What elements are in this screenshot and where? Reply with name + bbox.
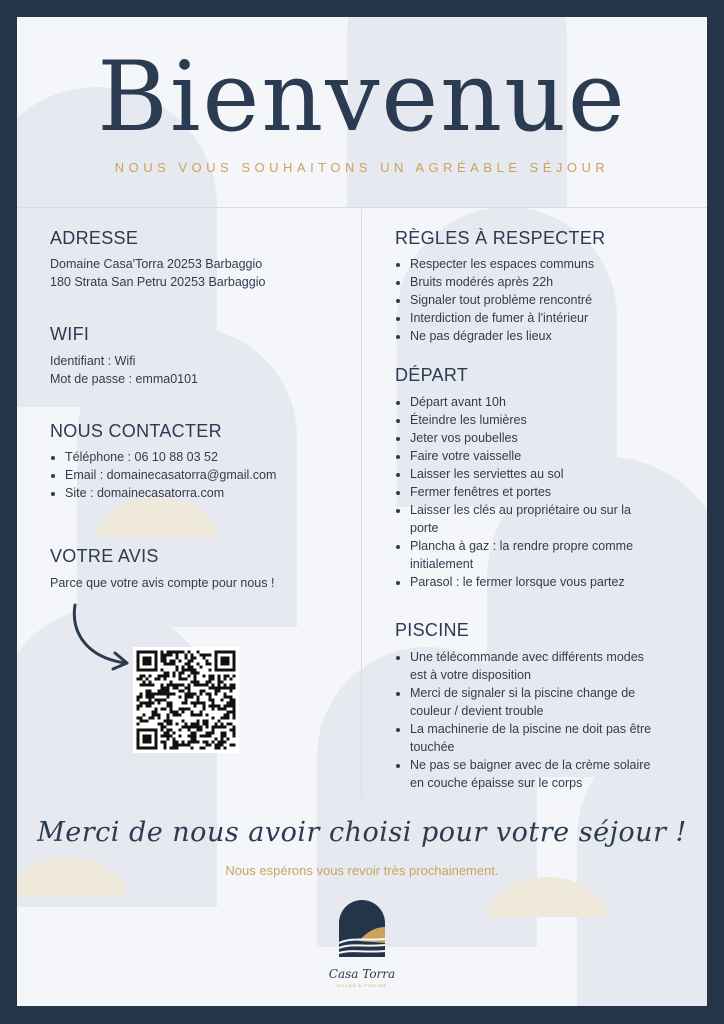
- contact-site[interactable]: • Site : domainecasatorra.com: [65, 484, 355, 502]
- departure-item: • Laisser les clés au propriétaire ou sur la porte: [410, 501, 660, 537]
- header-divider: [17, 207, 707, 208]
- departure-item: • Départ avant 10h: [410, 393, 660, 411]
- pool-item: • La machinerie de la piscine ne doit pas être touchée: [410, 720, 660, 756]
- rules-list: [394, 255, 700, 345]
- pool-item: • Merci de signaler si la piscine change de couleur / devient trouble: [410, 684, 660, 720]
- column-divider: [361, 209, 362, 799]
- pool-item: • Une télécommande avec différents modes est à votre disposition: [410, 648, 660, 684]
- brand-name: Casa Torra: [328, 967, 396, 981]
- wifi-title: WIFI: [50, 324, 90, 344]
- review-text: Parce que votre avis compte pour nous !: [50, 576, 275, 590]
- wifi-password: Mot de passe : emma0101: [50, 372, 198, 386]
- departure-title: DÉPART: [395, 365, 469, 385]
- arrow-curve-icon: [67, 601, 139, 673]
- departure-item: • Plancha à gaz : la rendre propre comme initialement: [410, 537, 660, 573]
- rule-item: • Signaler tout problème rencontré: [410, 291, 700, 309]
- address-line-2: 180 Strata San Petru 20253 Barbaggio: [50, 275, 266, 289]
- departure-item: • Éteindre les lumières: [410, 411, 660, 429]
- pool-list: [394, 648, 660, 792]
- brand-tagline: VILLAS & PISCINE: [336, 983, 388, 988]
- pool-title: PISCINE: [395, 620, 470, 640]
- contact-title: NOUS CONTACTER: [50, 421, 222, 441]
- page-subtitle: NOUS VOUS SOUHAITONS UN AGRÉABLE SÉJOUR: [114, 160, 610, 175]
- rule-item: • Bruits modérés après 22h: [410, 273, 700, 291]
- address-title: ADRESSE: [50, 228, 139, 248]
- rules-title: RÈGLES À RESPECTER: [395, 228, 606, 248]
- address-line-1: Domaine Casa'Torra 20253 Barbaggio: [50, 257, 263, 271]
- departure-item: • Laisser les serviettes au sol: [410, 465, 660, 483]
- contact-email[interactable]: • Email : domainecasatorra@gmail.com: [65, 466, 355, 484]
- review-title: VOTRE AVIS: [50, 546, 159, 566]
- rule-item: • Interdiction de fumer à l'intérieur: [410, 309, 700, 327]
- departure-item: • Jeter vos poubelles: [410, 429, 660, 447]
- contact-list: [49, 448, 355, 502]
- qr-code-icon[interactable]: [133, 647, 239, 753]
- departure-item: • Parasol : le fermer lorsque vous partez: [410, 573, 660, 591]
- pool-item: • Ne pas se baigner avec de la crème solaire en couche épaisse sur le corps: [410, 756, 660, 792]
- see-you-message: Nous espérons vous revoir très prochainement.: [225, 863, 499, 878]
- departure-list: [394, 393, 660, 591]
- contact-phone[interactable]: • Téléphone : 06 10 88 03 52: [65, 448, 355, 466]
- welcome-sheet: [17, 17, 707, 1006]
- departure-item: • Faire votre vaisselle: [410, 447, 660, 465]
- thank-you-message: Merci de nous avoir choisi pour votre séjour !: [37, 817, 687, 848]
- wifi-identifier: Identifiant : Wifi: [50, 354, 136, 368]
- rule-item: • Ne pas dégrader les lieux: [410, 327, 700, 345]
- casa-torra-logo-icon: [335, 897, 389, 957]
- rule-item: • Respecter les espaces communs: [410, 255, 700, 273]
- departure-item: • Fermer fenêtres et portes: [410, 483, 660, 501]
- page-title: Bienvenue: [97, 41, 627, 153]
